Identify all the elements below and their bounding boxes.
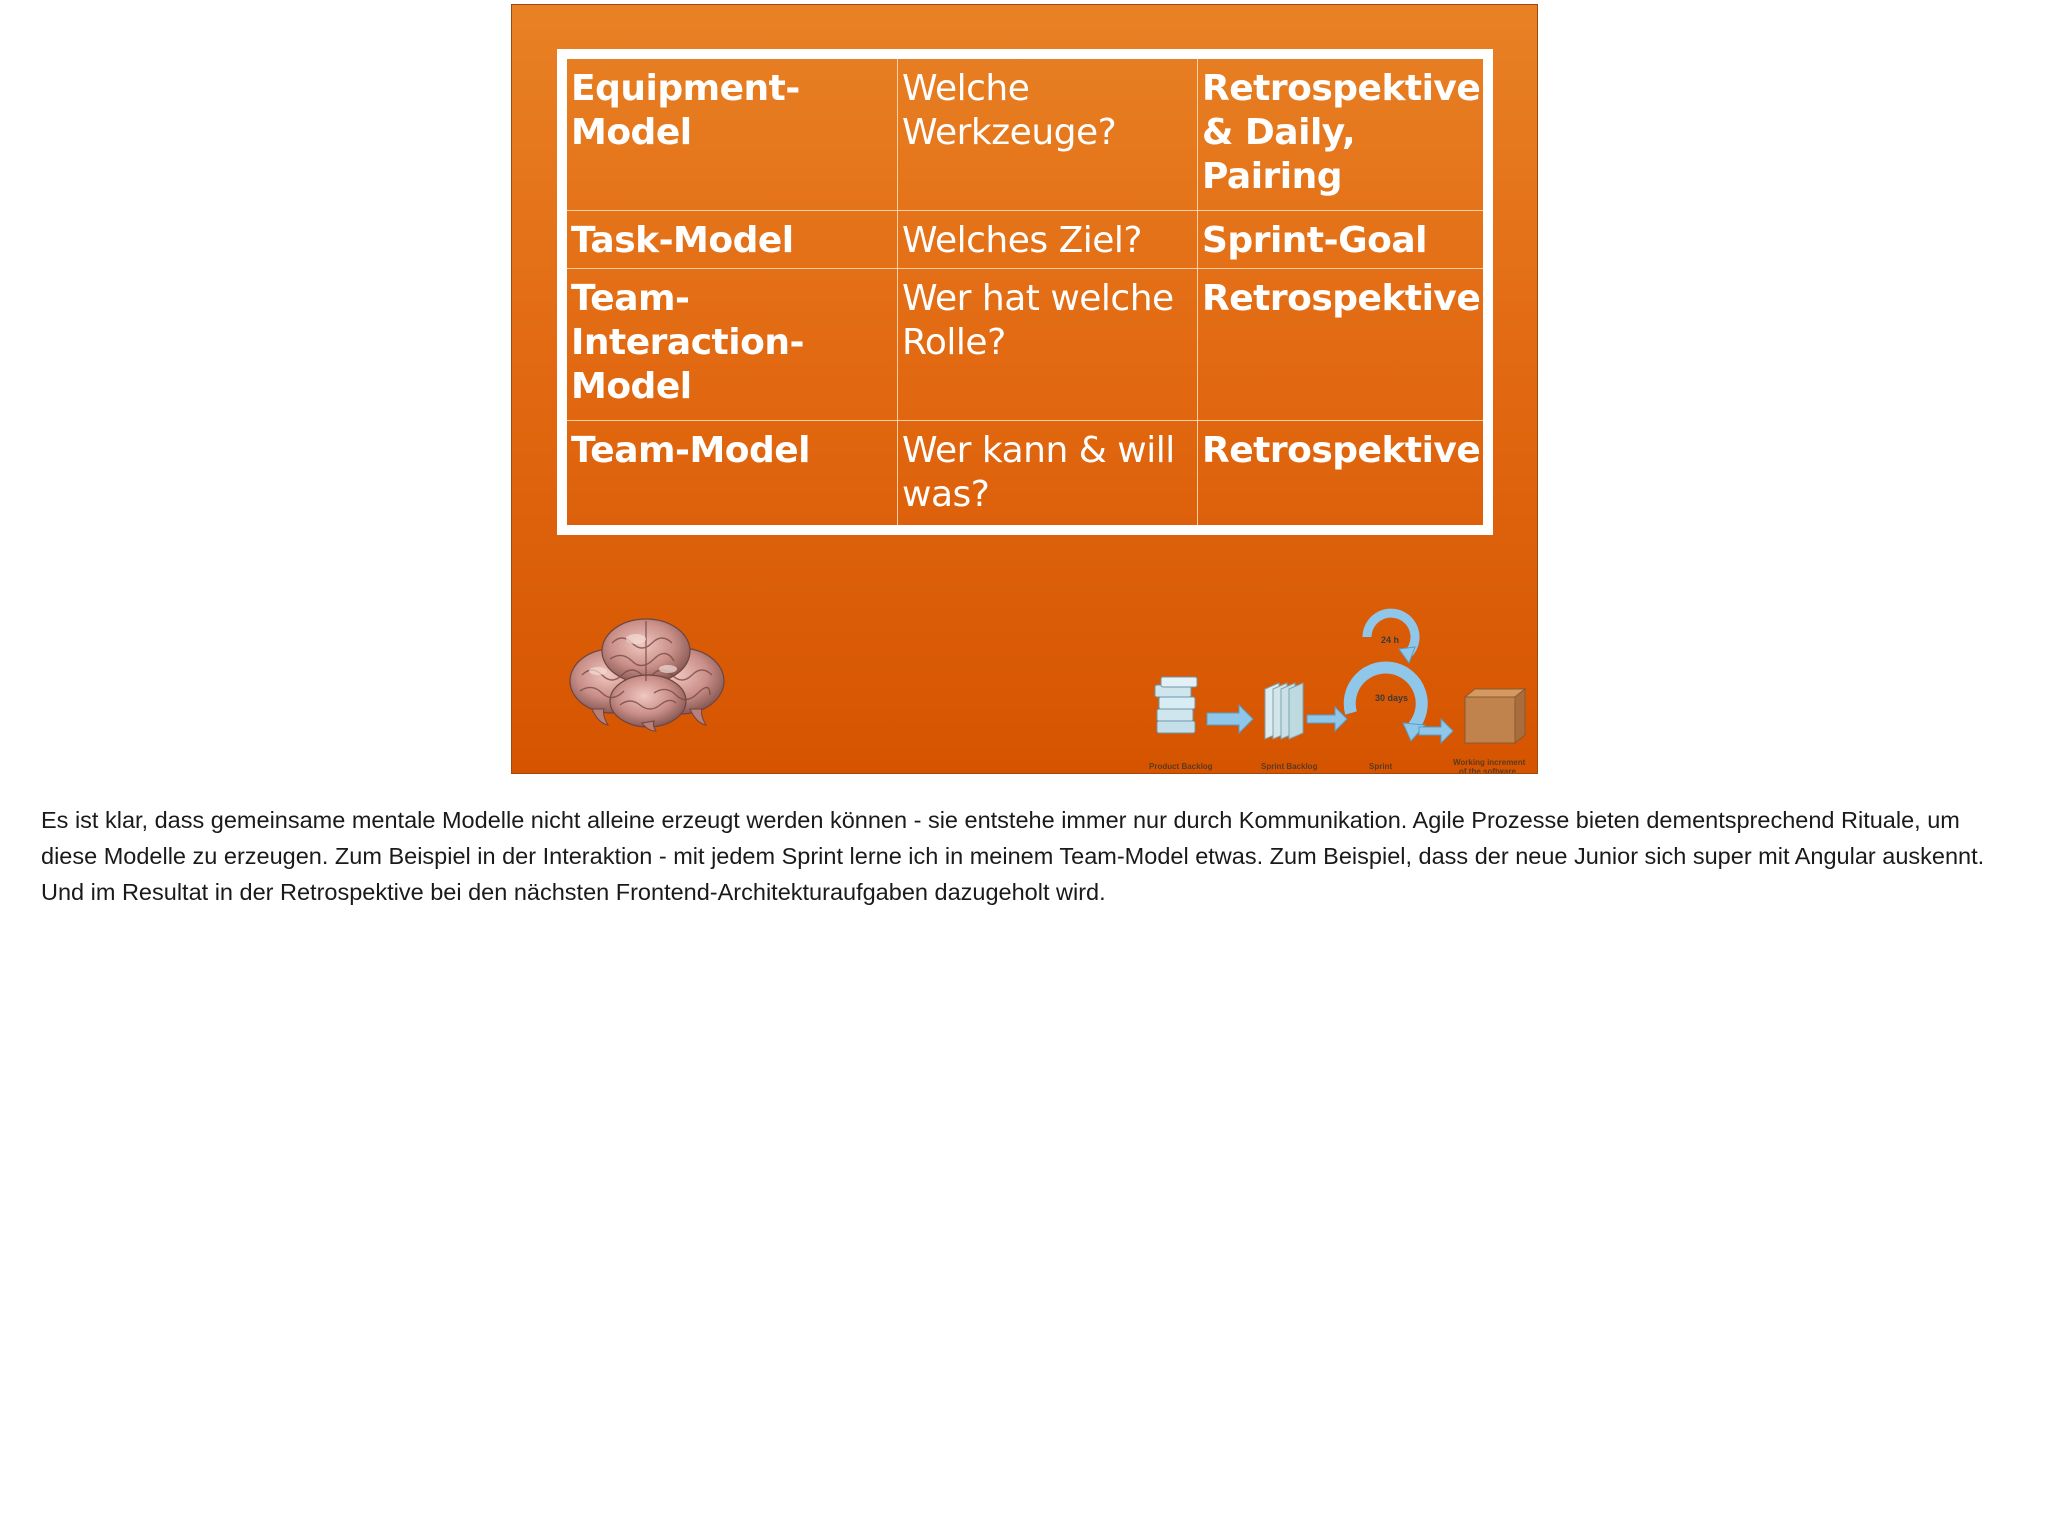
table-row — [567, 59, 1483, 211]
scrum-process-diagram — [1137, 605, 1537, 774]
product-backlog-icon — [1155, 677, 1197, 733]
label-sprint: Sprint — [1369, 762, 1393, 771]
svg-text:24 h: 24 h — [1381, 635, 1400, 645]
speaker-notes: Es ist klar, dass gemeinsame mentale Modelle nicht alleine erzeugt werden können - sie entstehe immer nur durch Kommunikation. Agile Prozesse bieten dementsprechend Rituale, um diese Modelle zu erzeugen. Zum Beispiel in der Interaktion - mit jedem Sprint lerne ich in meinem Team-Model etwas. Zum Beispiel, dass der neue Junior sich super mit Angular auskennt. Und im Resultat in der Retrospektive bei den nächsten Frontend-Architekturaufgaben dazugeholt wird. — [41, 807, 1985, 905]
presentation-slide — [511, 4, 1538, 774]
daily-cycle-icon — [1367, 613, 1415, 663]
software-increment-icon — [1465, 689, 1525, 743]
svg-text:30 days: 30 days — [1375, 693, 1409, 703]
label-increment-2: of the software — [1459, 767, 1516, 775]
question-cell: Wer kann & will was? — [898, 421, 1198, 525]
question-cell: Welches Ziel? — [898, 211, 1198, 268]
ritual-cell: Retrospektive — [1198, 421, 1484, 525]
model-cell: Task-Model — [567, 211, 898, 268]
ritual-cell: Retrospektive — [1198, 268, 1484, 420]
sprint-backlog-icon — [1265, 683, 1303, 739]
ritual-cell: Retrospektive & Daily, Pairing — [1198, 59, 1484, 211]
arrow-right-icon — [1419, 719, 1453, 743]
label-sprint-backlog: Sprint Backlog — [1261, 762, 1318, 771]
table-row — [567, 211, 1483, 268]
table-row — [567, 268, 1483, 420]
model-cell: Team-Interaction-Model — [567, 268, 898, 420]
model-cell: Equipment-Model — [567, 59, 898, 211]
label-product-backlog: Product Backlog — [1149, 762, 1213, 771]
model-cell: Team-Model — [567, 421, 898, 525]
table-row — [567, 421, 1483, 525]
ritual-cell: Sprint-Goal — [1198, 211, 1484, 268]
sprint-cycle-icon — [1350, 668, 1425, 741]
question-cell: Wer hat welche Rolle? — [898, 268, 1198, 420]
question-cell: Welche Werkzeuge? — [898, 59, 1198, 211]
mental-models-table-frame — [557, 49, 1493, 535]
arrow-right-icon — [1307, 707, 1347, 731]
label-increment-1: Working increment — [1453, 758, 1526, 767]
arrow-right-icon — [1207, 705, 1253, 733]
brain-illustration — [562, 613, 732, 733]
mental-models-table — [567, 59, 1483, 525]
